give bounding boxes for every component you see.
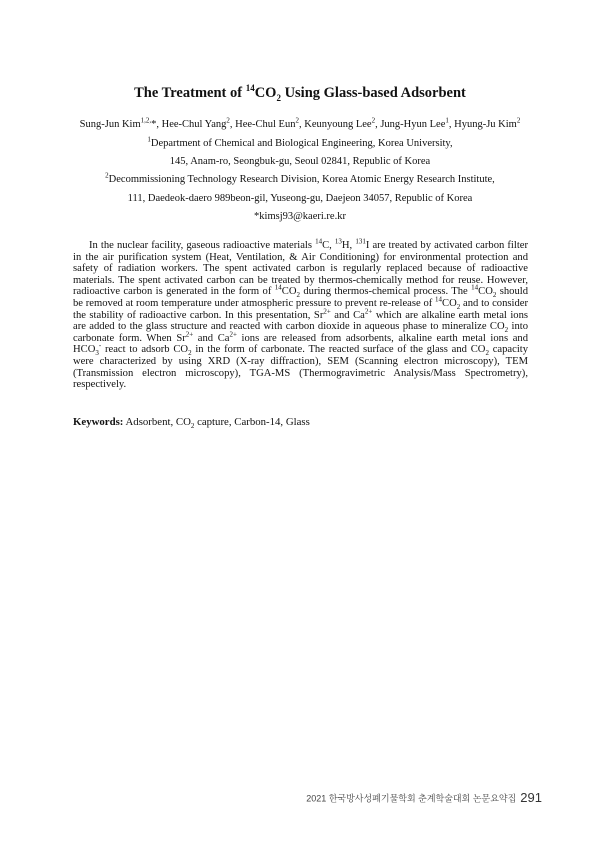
author: Hyung-Ju Kim$^2$ bbox=[454, 116, 521, 130]
abstract-paragraph: In the nuclear facility, gaseous radioactive materials $^{14}$C, $^{13}$H, $^{131}$I are treated by activated carbon filter in the air purification system (Heat, Ventilation, & Air Conditioning) for environmental protection and safety of radiation workers. The spent activated carbon is regularly replaced because of radioactive materials. The spent activated carbon can be treated by thermos-chemically method for reuse. However, radioactive carbon is generated in the form of $^{14}CO_2$ during thermos-chemical process. The $^{14}CO_2$ should be removed at room temperature under atmospheric pressure to prevent re-release of $^{14}CO_2$ and to consider the stability of radioactive carbon. In this presentation, $Sr^{2+}$ and $Ca^{2+}$ which are alkaline earth metal ions are added to the glass structure and reacted with carbon dioxide in aqueous phase to mineralize $CO_2$ into carbonate form. When $Sr^{2+}$ and $Ca^{2+}$ ions are released from adsorbents, alkaline earth metal ions and $HCO_3^-$ react to adsorb $CO_2$ in the form of carbonate. The reacted surface of the glass and $CO_2$ capacity were characterized by using XRD (X-ray diffraction), SEM (Scanning electron microscopy), TEM (Transmission electron microscopy), TGA-MS (Thermogravimetric Analysis/Mass Spectrometry), respectively. bbox=[73, 237, 529, 391]
author-list bbox=[0, 118, 600, 131]
author: Jung-Hyun Lee$^1$, bbox=[380, 116, 455, 130]
affiliation-1-address: 145, Anam-ro, Seongbuk-gu, Seoul 02841, Republic of Korea bbox=[169, 156, 431, 167]
corresponding-email: *kimsj93@kaeri.re.kr bbox=[254, 211, 346, 222]
author: Keunyoung Lee$^2$, bbox=[304, 116, 381, 130]
author: Hee-Chul Yang$^2$, bbox=[161, 116, 236, 130]
affiliation-1: $^1$Department of Chemical and Biological Engineering, Korea University, bbox=[147, 135, 453, 149]
author: Sung-Jun Kim$^{1,2,}$*, bbox=[79, 116, 162, 130]
affiliation-2: $^2$Decommissioning Technology Research Division, Korea Atomic Energy Research Institute, bbox=[105, 171, 495, 185]
proceedings-title: 2021 한국방사성폐기물학회 춘계학술대회 논문요약집 bbox=[306, 793, 517, 804]
affiliation-2-address: 111, Daedeok-daero 989beon-gil, Yuseong-gu, Daejeon 34057, Republic of Korea bbox=[127, 193, 473, 204]
keywords-line: Keywords: Adsorbent, $CO_2$ capture, Carbon-14, Glass bbox=[73, 416, 310, 431]
page-footer bbox=[306, 789, 542, 807]
page-number: 291 bbox=[520, 790, 542, 806]
author: Hee-Chul Eun$^2$, bbox=[235, 116, 305, 130]
keywords-label: Keywords: bbox=[73, 416, 124, 428]
paper-title: The Treatment of $^{14}CO_2$ Using Glass-based Adsorbent bbox=[134, 83, 466, 103]
